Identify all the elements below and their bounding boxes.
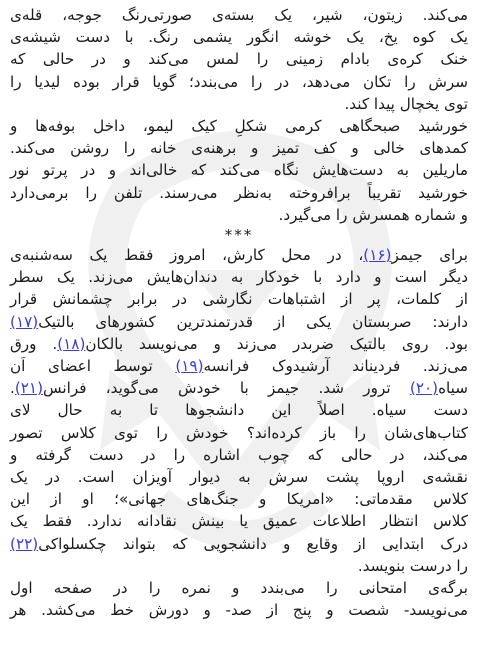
text-line: می‌کند. زیتون، شیر، یک بسته‌ی صورتی‌رنگ جوجه، قله‌ی [10,6,468,24]
line-text: می‌زند. فردیناند آرشیدوک فرانسه [203,357,468,376]
text-line [10,533,468,555]
text-line: می‌کند، در حالی که چوب اشاره را در دست گرفته و [10,445,468,464]
footnote-link-16[interactable]: (۱۶) [363,246,392,265]
section-separator: *** [224,226,254,245]
text-line [10,377,468,399]
footnote-link-20[interactable]: (۲۰) [409,379,439,398]
text-line: خورشید تقریباً برافروخته به‌نظر می‌رسند. تلفن را برمی‌دارد [10,183,468,202]
text-line: دیگر است و دارد با خودکار به دندان‌هایش می‌زند. یک سطر [10,268,468,287]
line-text: سیاه [438,379,468,398]
footnote-link-17[interactable]: (۱۷) [10,312,39,331]
paragraph-4 [10,577,468,621]
text-line: خورشید صبحگاهی کرمی شکلِ کیک لیمو، داخل بوفه‌ها و [10,117,468,136]
text-line: را درست بنویسد. [357,556,468,575]
text-line: یک کوه یخ، یک خوشه انگور یشمی رنگ. با دست شیشه‌ی [10,28,468,47]
text-line [10,333,468,355]
line-text: بود. روی بالتیک ضربدر می‌زند و می‌نویسد بالکان [85,334,468,353]
paragraph-3 [10,244,468,577]
text-line: و شماره همسرش را می‌گیرد. [278,205,468,224]
text-line: ماریلین به دست‌هایش نگاه می‌کند که خالی‌اند و در پرتو نور [10,161,468,180]
text-line: کلاس انتظار اطلاعات عمیق یا بینش نقادانه ندارد. فقط یک [10,512,468,531]
line-text: درک ابتدایی از وقایع و دانشجویی که بتواند چکسلواکی [38,534,468,553]
line-text: برای جیمز [391,246,468,265]
footnote-link-22[interactable]: (۲۲) [10,534,39,553]
text-line [10,244,468,266]
line-text: توسط اعضای اَن [10,357,176,376]
text-line [10,355,468,377]
footnote-link-19[interactable]: (۱۹) [175,357,204,376]
footnote-link-18[interactable]: (۱۸) [57,334,86,353]
text-line: نقشه‌ی اروپا پشت سرش به دیوار آویزان است. در یک [10,468,468,487]
text-line: خنک کره‌ی بادام زمینی را لمس می‌کند و در حالی که [10,50,468,69]
text-line: توی یخچال پیدا کند. [344,94,468,113]
text-line: دست سیاه. اصلاً این دانشجوها تا به حال لای [10,401,468,420]
text-line: می‌نویسد- شصت و پنج از صد- و دورش خط می‌کشد. هر [10,601,468,620]
paragraph-2 [10,115,468,226]
text-line: کتاب‌های‌شان را باز کرده‌اند؟ خودش را توی کلاس تصور [10,423,468,442]
text-line: سرش را تکان می‌دهد، در را می‌بندد؛ گویا قرار بوده لیدیا را [10,72,468,91]
line-text: . [10,379,15,398]
line-text: ، در محل کارش، امروز فقط یک سه‌شنبه‌ی [10,246,364,265]
book-text-body [10,4,468,621]
footnote-link-21[interactable]: (۲۱) [14,379,44,398]
text-line: از کلمات، پر از اشتباهات نگارشی در برابر چشمانش قرار [10,290,468,309]
text-line: برگه‌ی امتحانی را می‌بندد و نمره را در صفحه اول [10,579,468,598]
text-line: کلاس مقدماتی: «امریکا و جنگ‌های جهانی»؛ او از این [10,490,468,509]
line-text: دارند: صربستان یکی از قدرتمندترین کشورهای بالتیک [38,312,468,331]
text-line [10,311,468,333]
line-text: . ورق [10,334,58,353]
paragraph-1 [10,4,468,115]
text-line: کمدهای خالی و کف تمیز و برهنه‌ی خانه را روشن می‌کند. [10,139,468,158]
line-text: ترور شد. جیمز با خودش می‌گوید، فرانس [43,379,410,398]
